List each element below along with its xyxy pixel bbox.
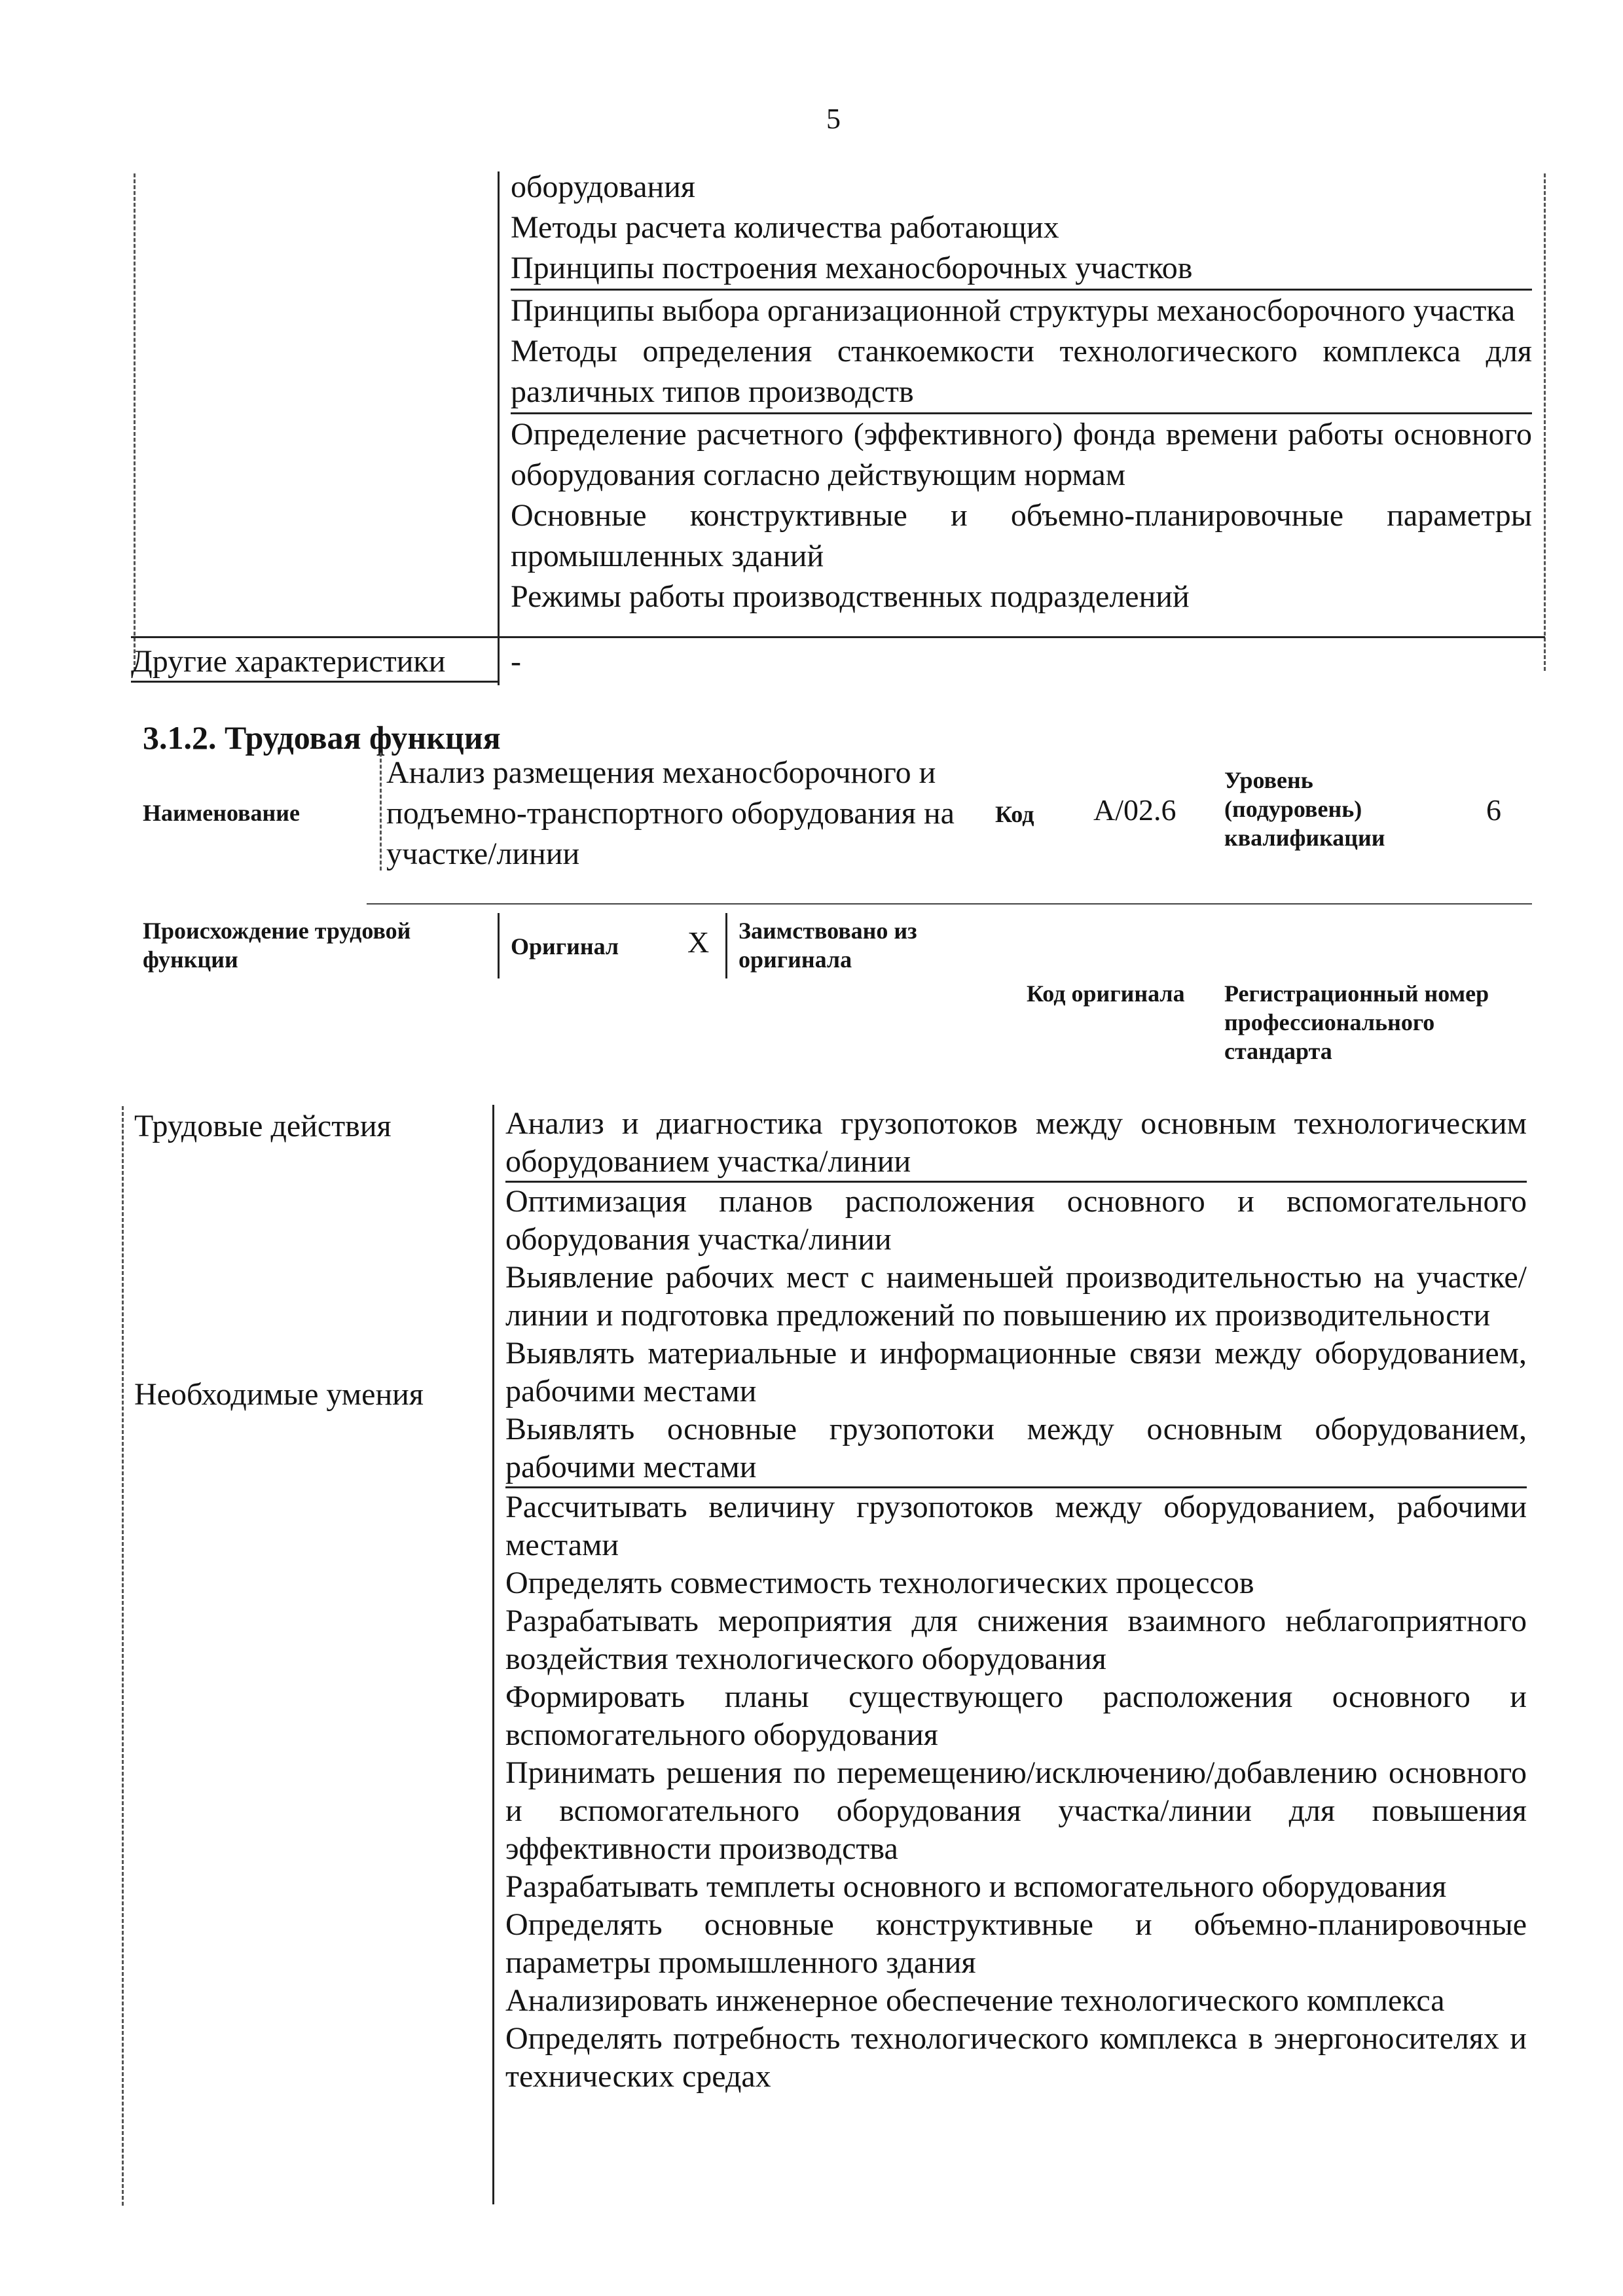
name-box-border (380, 753, 382, 870)
code-original-label: Код оригинала (1027, 980, 1185, 1007)
origin-box-left (498, 913, 500, 978)
knowledge-row: Режимы работы производственных подразделений (511, 579, 1190, 614)
knowledge-row: Методы определения станкоемкости технологического комплекса для различных типов производств (511, 331, 1532, 414)
original-label: Оригинал (511, 933, 619, 960)
skill-row: Определять основные конструктивные и объемно-планировочные параметры промышленного здания (505, 1907, 1527, 1980)
section-title: 3.1.2. Трудовая функция (143, 719, 501, 756)
skill-row: Анализировать инженерное обеспечение технологического комплекса (505, 1983, 1445, 2018)
skill-row: Определять потребность технологического комплекса в энергоносителях и технических средах (505, 2021, 1527, 2094)
knowledge-row: оборудования (511, 170, 695, 204)
knowledge-row: Принципы выбора организационной структуры механосборочного участка (511, 293, 1516, 328)
knowledge-row: Определение расчетного (эффективного) фонда времени работы основного оборудования согласно действующим нормам (511, 417, 1532, 492)
skills-label: Необходимые умения (134, 1377, 424, 1412)
table-left-border (122, 1106, 124, 2206)
column-divider (498, 171, 500, 685)
knowledge-rows (511, 167, 1532, 617)
other-characteristics-value: - (511, 644, 521, 679)
other-characteristics-label: Другие характеристики (131, 644, 446, 679)
function-name: Анализ размещения механосборочного и подъемно-транспортного оборудования на участке/линии (386, 755, 955, 871)
table-right-border (1544, 173, 1546, 671)
table-left-border (134, 173, 136, 671)
code-value: А/02.6 (1093, 793, 1176, 827)
skill-row: Разрабатывать темплеты основного и вспомогательного оборудования (505, 1869, 1447, 1904)
level-label: Уровень (подуровень) квалификации (1224, 767, 1385, 851)
column-divider (492, 1105, 494, 2204)
original-mark: X (687, 925, 710, 959)
skill-row: Выявлять материальные и информационные связи между оборудованием, рабочими местами (505, 1336, 1527, 1408)
skill-row: Рассчитывать величину грузопотоков между оборудованием, рабочими местами (505, 1490, 1527, 1562)
skill-row: Определять совместимость технологических процессов (505, 1566, 1254, 1600)
skill-row: Формировать планы существующего расположения основного и вспомогательного оборудования (505, 1679, 1527, 1752)
action-row: Анализ и диагностика грузопотоков между основным технологическим оборудованием участка/линии (505, 1105, 1527, 1183)
code-label: Код (995, 801, 1034, 827)
origin-top-line (367, 903, 1532, 905)
reg-number-label: Регистрационный номер профессионального стандарта (1224, 980, 1489, 1064)
origin-box-divider (725, 913, 727, 978)
origin-label: Происхождение трудовой функции (143, 918, 411, 973)
knowledge-row: Основные конструктивные и объемно-планировочные параметры промышленных зданий (511, 498, 1532, 573)
table2-rows (505, 1105, 1527, 2096)
row-divider (131, 636, 1545, 638)
skill-row: Разрабатывать мероприятия для снижения взаимного неблагоприятного воздействия технологического оборудования (505, 1604, 1527, 1676)
actions-label: Трудовые действия (134, 1109, 392, 1143)
action-row: Выявление рабочих мест с наименьшей производительностью на участке/линии и подготовка предложений по повышению их производительности (505, 1260, 1527, 1333)
page-number: 5 (826, 103, 841, 135)
action-row: Оптимизация планов расположения основного и вспомогательного оборудования участка/линии (505, 1184, 1527, 1257)
skill-row: Принимать решения по перемещению/исключению/добавлению основного и вспомогательного оборудования участка/линии для повышения эффективности производства (505, 1755, 1527, 1866)
level-value: 6 (1486, 793, 1501, 827)
knowledge-row: Принципы построения механосборочных участков (511, 248, 1532, 291)
name-label: Наименование (143, 800, 300, 826)
knowledge-row: Методы расчета количества работающих (511, 210, 1059, 245)
borrowed-label: Заимствовано из оригинала (739, 918, 917, 973)
skill-row: Выявлять основные грузопотоки между основным оборудованием, рабочими местами (505, 1410, 1527, 1488)
